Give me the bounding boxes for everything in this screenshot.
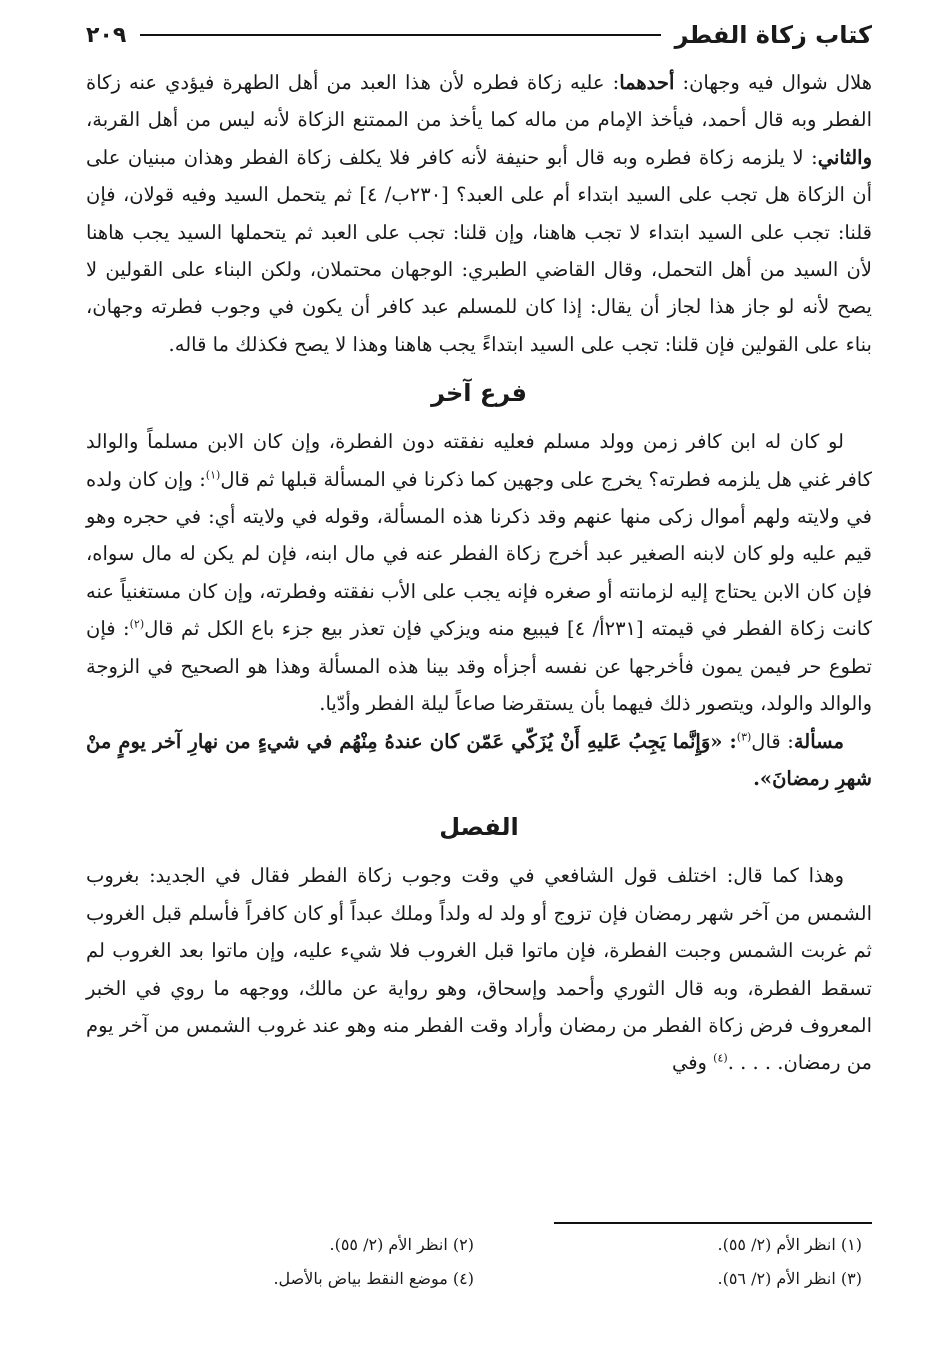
footnote-2: (٢) انظر الأم (٢/ ٥٥). xyxy=(329,1235,474,1254)
section-heading-far-akhar: فرع آخر xyxy=(431,379,527,408)
book-title: كتاب زكاة الفطر xyxy=(674,21,872,49)
text-run: : عليه زكاة فطره لأن هذا العبد من أهل الطهرة فيؤدي عنه زكاة الفطر وبه قال أحمد، فيأخذ الإمام من ماله كما يأخذ من الممتنع الزكاة لأنه ليس من أهل القربة، xyxy=(86,71,872,132)
running-header xyxy=(86,18,872,52)
masala-label: مسألة xyxy=(793,729,844,753)
bold-term: أحدهما xyxy=(619,71,675,94)
footnote-ref: (١) xyxy=(205,468,221,482)
header-rule xyxy=(140,34,660,36)
footnote-ref: (٣) xyxy=(736,730,752,743)
text-run: هلال شوال فيه وجهان: xyxy=(674,71,872,94)
text-run: وفي xyxy=(671,1051,714,1075)
text-run: لو كان له ابن كافر زمن وولد مسلم فعليه نفقته دون الفطرة، وإن كان الابن مسلماً والوالد كافر غني هل يلزمه فطرته؟ يخرج على وجهين كما ذكرنا في المسألة قبلها ثم قال xyxy=(86,430,872,491)
quoted-text: : «وَإِنَّما يَجِبُ عَليهِ أَنْ يُزَكّي عَمّن كان عندهُ مِنْهُم في شيءٍ من نهارِ آخر يومٍ منْ شهرِ رمضانَ». xyxy=(86,729,872,790)
footnote-3: (٣) انظر الأم (٢/ ٥٦). xyxy=(717,1269,862,1288)
text-run: : فإن تطوع حر فيمن يمون فأخرجها عن نفسه أجزأه وقد بينا هذه المسألة وهذا هو الصحيح في الزوجة والوالد والولد، ويتصور ذلك فيهما بأن يستقرضا صاعاً ليلة الفطر وأدّيا. xyxy=(86,617,872,716)
text-run: : لا يلزمه زكاة فطره وبه قال أبو حنيفة لأنه كافر فلا يكلف زكاة الفطر وهذان مبنيان على أن الزكاة هل تجب على السيد ابتداء أم على العبد؟ [٢٣٠ب/ ٤] ثم يتحمل السيد وفيه قولان، فإن قلنا: تجب على السيد ابتداء لا تجب هاهنا، وإن قلنا: تجب على العبد ثم يتحملها السيد يجب هاهنا لأن السيد من أهل التحمل، وقال القاضي الطبري: الوجهان محتملان، ولكن البناء على القولين لا يصح لأنه لو جاز هذا لجاز أن يقال: إذا كان للمسلم عبد كافر أن يكون في وجوب فطرته وجهان، بناء على القولين فإن قلنا: تجب على السيد ابتداءً يجب هاهنا وهذا لا يصح فكذلك ما قاله. xyxy=(86,145,872,356)
footnote-4: (٤) موضع النقط بياض بالأصل. xyxy=(273,1269,474,1288)
section-heading-fasl: الفصل xyxy=(439,813,519,842)
text-run: : قال xyxy=(751,729,794,753)
text-run: : وإن كان ولده في ولايته ولهم أموال زكى منها عنهم وقد ذكرنا هذه المسألة، وقوله في ولايته أي: في حجره وهو قيم عليه ولو كان لابنه الصغير عبد أخرج زكاة الفطر عنه في مال ابنه، فإن لم يكن له مال سواه، فإن كان الابن يحتاج إليه لزمانته أو صغره فإنه يجب على الأب نفقته وفطرته، وإن كان مستغنياً عنه كانت زكاة الفطر في قيمته [٢٣١أ/ ٤] فيبيع منه ويزكي فإن تعذر بيع جزء باع الكل ثم قال xyxy=(86,467,873,641)
bold-term: والثاني xyxy=(817,145,872,169)
paragraph-2 xyxy=(86,423,872,722)
page-number: ٢٠٩ xyxy=(86,22,127,48)
paragraph-1 xyxy=(86,64,872,363)
footnotes xyxy=(86,1222,872,1292)
footnote-1: (١) انظر الأم (٢/ ٥٥). xyxy=(717,1235,862,1254)
paragraph-3 xyxy=(86,857,872,1081)
text-run: وهذا كما قال: اختلف قول الشافعي في وقت وجوب زكاة الفطر فقال في الجديد: بغروب الشمس من آخر شهر رمضان فإن تزوج أو ولد له ولداً وملك عبداً أو كان كافراً فأسلم قبل الغروب ثم غربت الشمس وجبت الفطرة، فإن ماتوا قبل الغروب فلا شيء عليه، وإن ماتوا بعد الغروب لم تسقط الفطرة، وبه قال الثوري وأحمد وإسحاق، وهو رواية عن مالك، ووجهه ما روي في الخبر المعروف فرض زكاة الفطر من رمضان وأراد وقت الفطر منه وهو عند غروب الشمس من آخر يوم من رمضان. . . . . xyxy=(86,864,872,1075)
page-body xyxy=(86,64,872,1082)
masala-paragraph xyxy=(86,723,872,798)
footnote-rule xyxy=(554,1222,872,1224)
footnote-ref: (٢) xyxy=(129,617,145,631)
footnote-ref: (٤) xyxy=(713,1051,728,1065)
